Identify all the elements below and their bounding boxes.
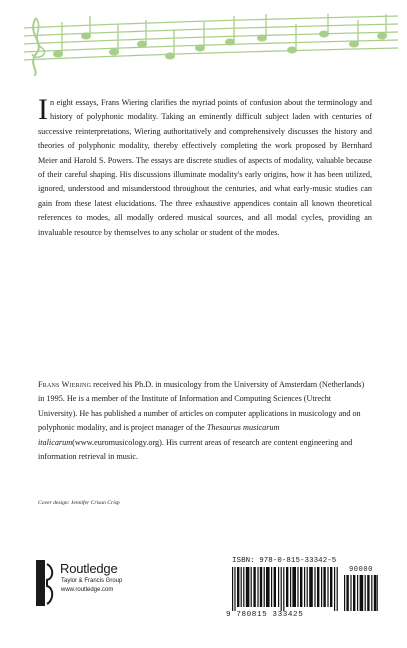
publisher-name: Routledge (60, 561, 118, 576)
book-description (38, 93, 372, 240)
isbn-label: ISBN: 978-0-815-33342-5 (232, 557, 337, 565)
author-name: Frans Wiering (38, 380, 92, 389)
isbn-addon-digits: 90000 (348, 566, 373, 574)
description-text: n eight essays, Frans Wiering clarifies the myriad points of confusion about the terminology and history of polyphonic modality. Taking an eminently difficult subject laden with centuries of successive reinterpretations, Wiering authoritatively and comprehensively discusses the history and theories of polyphonic modality, thereby effectively completing the work proposed by Bernhard Meier and Harold S. Powers. The essays are discrete studies of aspects of modality, valuable because of their careful shaping. His discussions illuminate modality's early origins, how it has been utilized, ignored, understood and misunderstood throughout the centuries, and what early-music studies can gain from these latest elucidations. The three exhaustive appendices contain all known theoretical references to modes, all modally ordered musical sources, and all modal cycles, providing an invaluable resource by themselves to any scholar or student of the modes. (38, 98, 372, 237)
isbn-block (226, 557, 380, 621)
thesaurus-title: Thesaurus musicarum italicarum (38, 423, 280, 447)
publisher-url[interactable]: www.routledge.com (61, 587, 114, 593)
music-staff-decoration (22, 14, 400, 76)
bio-text-part2: (www.euromusicology.org). His current areas of research are content engineering and information retrieval in music. (38, 437, 353, 462)
drop-cap: I (38, 93, 48, 126)
cover-design-credit: Cover design: Jennifer Crisan Crisp (38, 500, 120, 506)
publisher-block (36, 560, 166, 606)
bio-text-part1: received his Ph.D. in musicology from the University of Amsterdam (Netherlands) in 1995. He is a member of the Institute of Information and Computing Sciences (Utrecht University). He has published a number of articles on computer applications in musicology and on polyphonic modality, and is project manager of the (38, 380, 365, 433)
isbn-addon-barcode (344, 575, 378, 611)
isbn-barcode (232, 567, 338, 611)
publisher-group: Taylor & Francis Group (61, 578, 123, 584)
routledge-logo-icon (36, 560, 56, 606)
author-bio (38, 378, 372, 464)
ean-digits: 9 780815 333425 (226, 611, 304, 619)
